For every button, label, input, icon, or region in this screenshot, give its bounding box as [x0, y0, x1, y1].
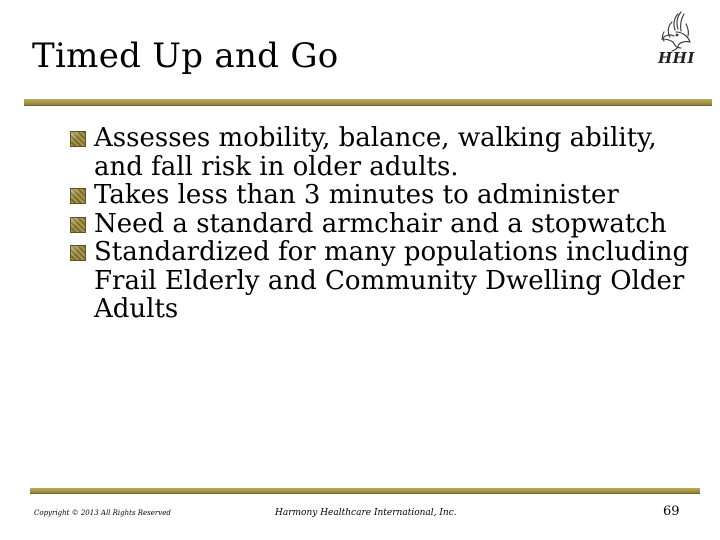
footer-divider [30, 488, 700, 494]
bullet-item [70, 210, 700, 239]
bullet-item [70, 124, 700, 181]
title-divider [24, 99, 712, 106]
square-bullet-icon [70, 188, 86, 204]
bullet-text: Assesses mobility, balance, walking ability, and fall risk in older adults. [94, 123, 657, 182]
bullet-item [70, 238, 700, 324]
bullet-text: Takes less than 3 minutes to administer [94, 180, 619, 210]
bullet-item [70, 181, 700, 210]
logo-text: HHI [658, 49, 695, 67]
bullet-text: Need a standard armchair and a stopwatch [94, 208, 667, 239]
square-bullet-icon [70, 245, 86, 261]
footer-organization: Harmony Healthcare International, Inc. [275, 508, 457, 518]
footer-copyright: Copyright © 2013 All Rights Reserved [34, 509, 171, 517]
slide-title: Timed Up and Go [32, 36, 339, 76]
bullet-list [70, 124, 700, 324]
page-number: 69 [663, 504, 680, 519]
square-bullet-icon [70, 217, 86, 233]
square-bullet-icon [70, 131, 86, 147]
bullet-text: Standardized for many populations including Frail Elderly and Community Dwelling Older Adults [94, 237, 690, 324]
